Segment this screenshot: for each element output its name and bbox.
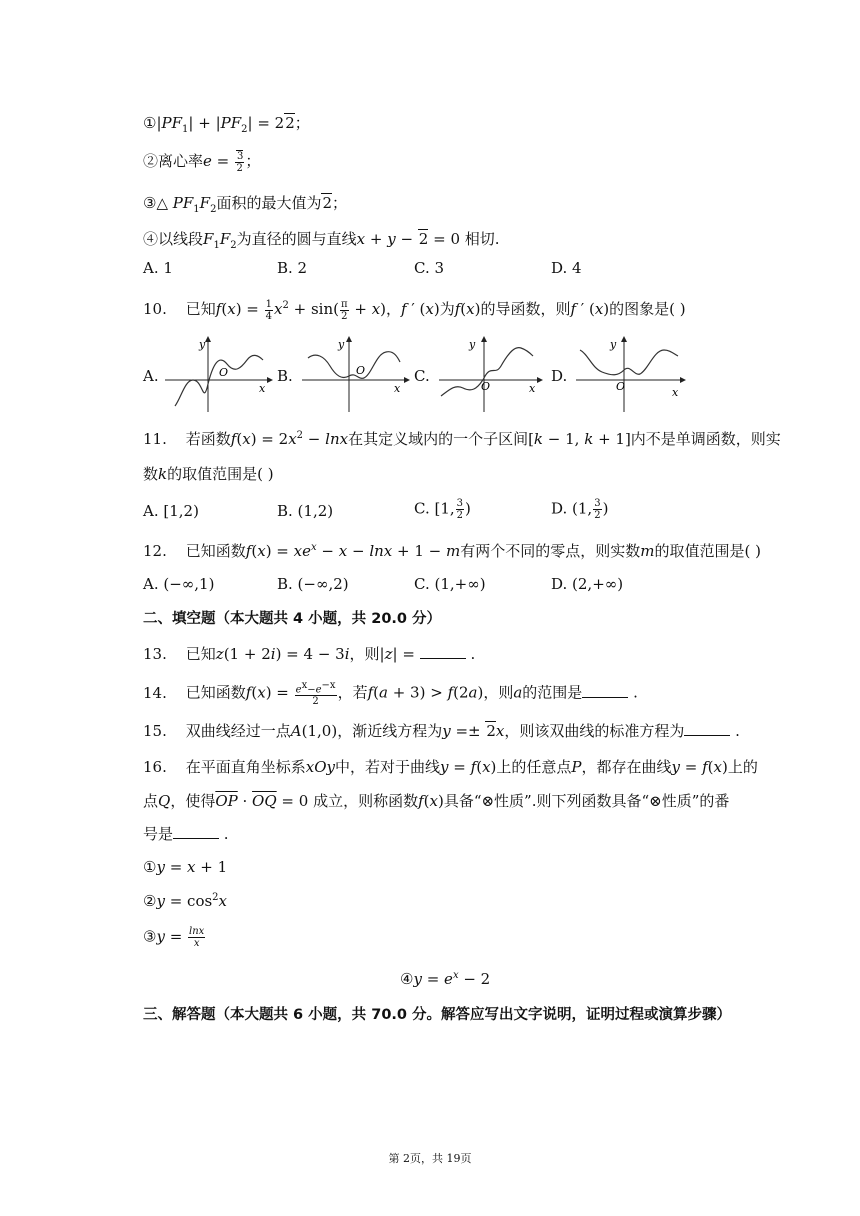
q10-label-c: C.	[414, 367, 430, 385]
prop-4: ④以线段$F_1F_2$为直径的圆与直线x + y − 2 = 0 相切.	[143, 230, 500, 251]
svg-text:y: y	[610, 338, 617, 351]
svg-text:O: O	[356, 364, 366, 377]
question-14: 14. 已知函数f(x) = $\frac{e^x-e^{-x}}{2}$ ，若f(a + 3) > f(2a)，则a的范围是 .	[143, 680, 638, 708]
q16-item-3: ③y = $\frac{\ln x}{x}$	[143, 926, 205, 949]
q16-item-4: ④y = $e^x - 2$	[400, 970, 491, 988]
question-13: 13. 已知z(1 + 2i) = 4 − 3i，则|z| = .	[143, 645, 476, 663]
svg-text:O: O	[616, 380, 626, 393]
q9-option-c: C. 3	[414, 259, 445, 277]
q10-graph-c	[437, 334, 547, 414]
svg-text:y: y	[199, 338, 206, 351]
q10-graph-b	[300, 334, 410, 414]
section-heading-answer: 三、解答题（本大题共 6 小题，共 70.0 分。解答应写出文字说明，证明过程或演算步骤）	[143, 1007, 732, 1023]
svg-text:x: x	[259, 382, 266, 395]
question-12: 12. 已知函数$f(x) = xe^x - x - \ln x + 1 - m$有两个不同的零点，则实数m的取值范围是( )	[143, 542, 761, 560]
question-16-line3: 号是 .	[143, 825, 229, 843]
question-15: 15. 双曲线经过一点A(1,0)，渐近线方程为y =± 2x，则该双曲线的标准方程为 .	[143, 722, 740, 740]
q11-option-b: B. (1,2)	[277, 502, 334, 520]
q11-option-c: C. [1, $\frac{3}{2}$ )	[414, 498, 471, 521]
question-16-line2: 点Q，使得$\overline{OP} \cdot \overline{OQ} = 0$ 成立，则称函数f(x)具备“⊗性质”.则下列函数具备“⊗性质”的番	[143, 792, 730, 810]
prop-2: ②离心率e = $\frac{3}{2}$ ；	[143, 150, 261, 174]
q16-item-2: ②y = $\cos^2x$	[143, 892, 228, 910]
section-heading-fill-in: 二、填空题（本大题共 4 小题，共 20.0 分）	[143, 611, 442, 627]
page-footer: 第 2页，共 19页	[388, 1152, 472, 1165]
svg-text:x: x	[672, 386, 679, 399]
question-11: 11. 若函数$f(x) = 2x^2 - \ln x$在其定义域内的一个子区间[k − 1, k + 1]内不是单调函数，则实	[143, 430, 781, 448]
svg-text:x: x	[394, 382, 401, 395]
prop-3: ③△ $PF_1F_2$面积的最大值为2；	[143, 194, 348, 215]
q9-option-d: D. 4	[551, 259, 582, 277]
q10-graph-a	[163, 334, 273, 414]
q12-option-a: A. (−∞,1)	[143, 575, 215, 593]
q10-label-a: A.	[143, 367, 159, 385]
q9-option-b: B. 2	[277, 259, 308, 277]
question-11-line2: 数k的取值范围是( )	[143, 465, 274, 483]
q11-option-d: D. (1, $\frac{3}{2}$ )	[551, 498, 609, 521]
q12-option-d: D. (2,+∞)	[551, 575, 624, 593]
svg-text:y: y	[469, 338, 476, 351]
question-10: 10. 已知f(x) = $\frac{1}{4}$ $x^2 + \sin$( $\frac{\pi}{2}$ + x)，f ′ (x)为f(x)的导函数，则f ′ (x)的图象是( )	[143, 298, 686, 322]
prop-1: $①|PF_1| + |PF_2| = 22$；	[143, 114, 310, 135]
svg-text:y: y	[338, 338, 345, 351]
q12-option-c: C. (1,+∞)	[414, 575, 486, 593]
q12-option-b: B. (−∞,2)	[277, 575, 349, 593]
q10-label-d: D.	[551, 367, 568, 385]
svg-text:O: O	[219, 366, 229, 379]
q10-graph-d	[574, 334, 689, 414]
question-16: 16. 在平面直角坐标系xOy中，若对于曲线y = f(x)上的任意点P，都存在曲线y = f(x)上的	[143, 758, 758, 776]
svg-text:O: O	[481, 380, 491, 393]
q9-option-a: A. 1	[143, 259, 173, 277]
q11-option-a: A. [1,2)	[143, 502, 199, 520]
svg-text:x: x	[529, 382, 536, 395]
q10-label-b: B.	[277, 367, 293, 385]
q16-item-1: ①y = x + 1	[143, 858, 228, 876]
